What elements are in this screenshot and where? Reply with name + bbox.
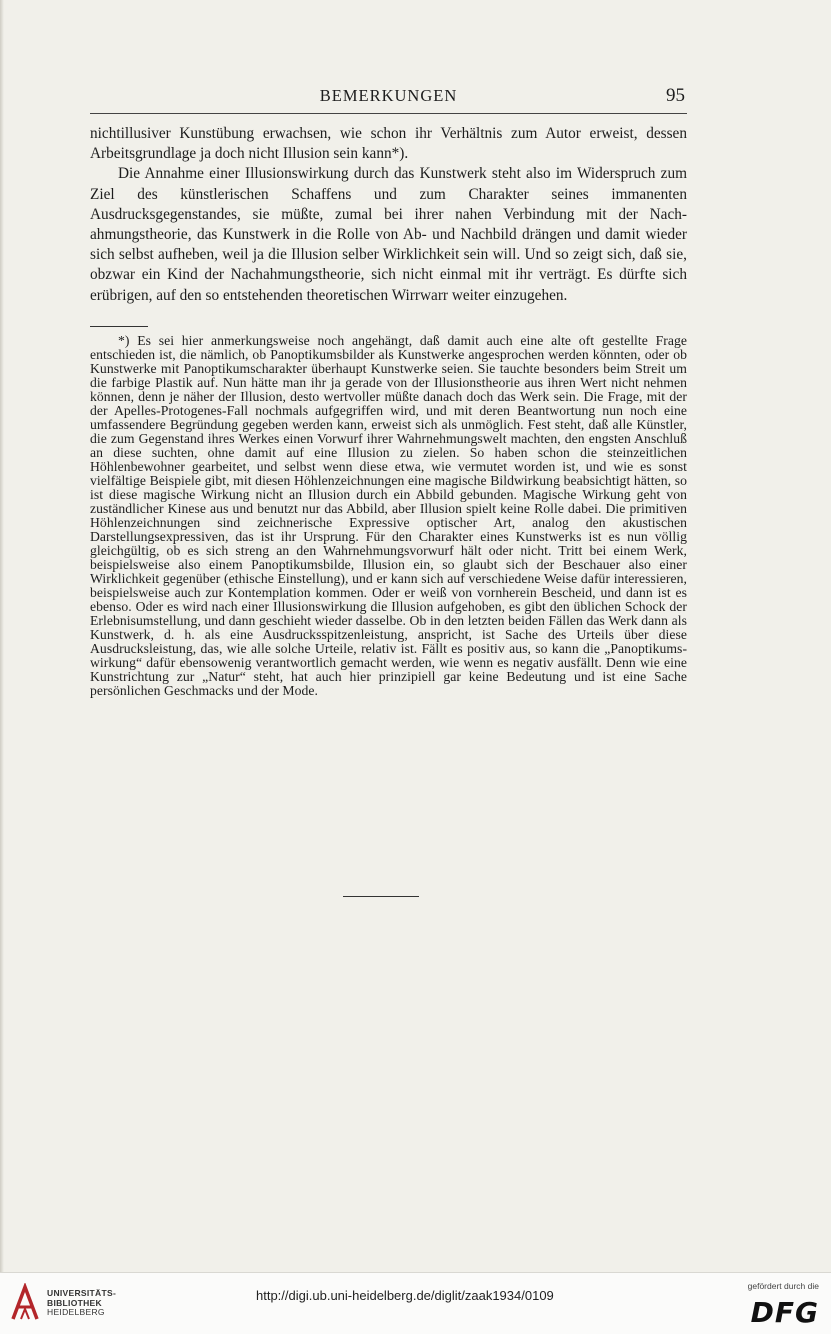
body-text — [90, 124, 687, 306]
end-rule — [343, 896, 419, 897]
permalink-url[interactable]: http://digi.ub.uni-heidelberg.de/diglit/zaak1934/0109 — [256, 1288, 554, 1303]
header-rule — [90, 113, 687, 114]
body-paragraph: nichtillusiver Kunstübung erwachsen, wie schon ihr Verhältnis zum Autor erweist, dessen Arbeitsgrundlage ja doch nicht Illusion sein kann*). — [90, 125, 687, 163]
running-title: BEMERKUNGEN — [319, 86, 458, 105]
body-paragraph: Die Annahme einer Illusionswirkung durch das Kunstwerk steht also im Widerspruch zum Ziel des künstlerischen Schaffens und zum Charakter seines immanenten Ausdrucksgegenstandes, sie müßte, zumal bei ihrer nahen Verbindung mit der Nachahmungstheorie, das Kunstwerk in die Rolle von Ab- und Nachbild drängen und damit wieder sich selbst aufheben, weil ja die Illusion selber Wirklichkeit sein will. Und so zeigt sich, daß sie, obzwar ein Kind der Nachahmungstheorie, sich nicht einmal mit ihr verträgt. Es dürfte sich erübrigen, auf den so entstehenden theoretischen Wirrwarr weiter einzugehen. — [90, 165, 687, 304]
digital-library-footer — [0, 1272, 831, 1334]
funder-label: gefördert durch die — [747, 1281, 819, 1291]
heidelberg-library-icon[interactable] — [10, 1283, 40, 1323]
running-head — [90, 86, 687, 114]
library-name-line: UNIVERSITÄTS- — [47, 1288, 117, 1298]
dfg-logo[interactable]: DFG — [750, 1296, 819, 1329]
scan-edge — [0, 0, 4, 1272]
library-name-line: BIBLIOTHEK — [47, 1297, 102, 1308]
footnote — [90, 334, 687, 698]
library-name-line: HEIDELBERG — [47, 1307, 105, 1317]
library-name — [47, 1289, 116, 1318]
page-number: 95 — [666, 85, 685, 106]
footnote-text: *) Es sei hier anmerkungsweise noch angehängt, daß damit auch eine alte oft gestellte Frage entschieden ist, die nämlich, ob Panoptikumsbilder als Kunstwerke angesprochen werden könnten, oder ob Kunstwerke mit Panoptikumscharakter überhaupt Kunstwerke seien. Sie tauchte besonders beim Streit um die farbige Plastik auf. Nun hätte man ihr ja gerade von der Illusionstheorie aus ihren Wert nicht nehmen können, denn je näher der Illusion, desto wertvoller müßte danach doch das Werk sein. Die Frage, mit der der Apelles-Protogenes-Fall nochmals aufgegriffen wird, und mit deren Beantwortung nun noch eine umfassendere Begründung gegeben werden kann, erweist sich als unmöglich. Fest steht, daß alle Künstler, die zum Gegenstand ihres Werkes einen Vorwurf ihrer Wahrnehmungswelt machten, den engsten Anschluß an diese suchten, ohne damit auf eine Illusion zu zielen. So haben schon die steinzeitlichen Höhlenbewohner gearbeitet, und selbst wenn diese etwa, wie vermutet worden ist, und wie es sonst vielfältige Beispiele gibt, mit diesen Höhlenzeichnungen eine magische Bildwirkung beabsichtigt hätten, so ist diese magische Wirkung nicht an Illusion durch ein Abbild gebunden. Magische Wirkung geht von zuständlicher Kinese aus und benutzt nur das Abbild, aber Illusion spielt keine Rolle dabei. Die primitiven Höhlenzeichnungen sind zeichnerische Expressive optischer Art, analog den akustischen Darstellungsexpressiven, das ist ihr Ursprung. Für den Charakter eines Kunstwerks ist es nun völlig gleichgültig, ob es sich streng an den Wahrnehmungsvorwurf hält oder nicht. Tritt bei einem Werk, beispielsweise also einem Panoptikumsbilde, Illusion ein, so glaubt sich der Beschauer also einer Wirklichkeit gegenüber (ethische Einstellung), und er kann sich auf verschiedene Weise dafür interessieren, beispielsweise auch zur Kontemplation kommen. Oder er weiß von vornherein Bescheid, und dann ist es ebenso. Oder es wird nach einer Illusionswirkung die Illusion aufgehoben, es gibt den üblichen Schock der Erlebnisumstellung, und dann geschieht wieder dasselbe. Ob in den letzten beiden Fällen das Werk dann als Kunstwerk, d. h. als eine Ausdrucksspitzenleistung, anspricht, ist Sache des Urteils über diese Ausdrucksleistung, das, wie alle solche Urteile, relativ ist. Fällt es positiv aus, so kann die „Panoptikumswirkung“ dafür ebensowenig verantwortlich gemacht werden, wie wenn es negativ ausfällt. Denn wie eine Kunstrichtung zur „Natur“ steht, hat auch hier prinzipiell gar keine Bedeutung und ist eine Sache persönlichen Geschmacks und der Mode. — [90, 333, 687, 698]
footnote-rule — [90, 326, 148, 327]
